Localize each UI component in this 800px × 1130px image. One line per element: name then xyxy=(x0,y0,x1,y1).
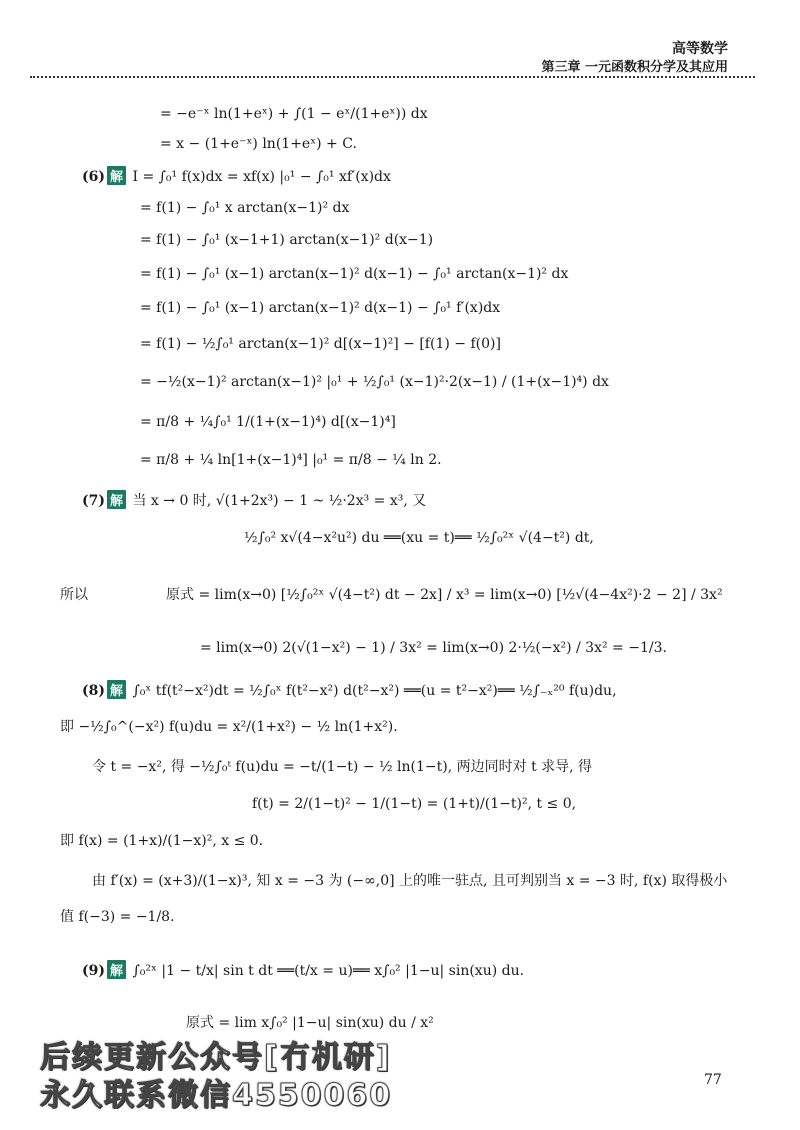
problem-number: (9) xyxy=(82,963,105,979)
problem-8-line-5: 即 f(x) = (1+x)/(1−x)², x ≤ 0. xyxy=(60,833,264,849)
problem-6-line-8: = π/8 + ¼∫₀¹ 1/(1+(x−1)⁴) d[(x−1)⁴] xyxy=(140,414,396,430)
problem-7-so-label: 所以 xyxy=(60,587,88,603)
equation: ∫₀ˣ tf(t²−x²)dt = ½∫₀ˣ f(t²−x²) d(t²−x²) ══(u = t²−x²)══ ½∫₋ₓ²⁰ f(u)du, xyxy=(132,683,617,699)
solution-tag: 解 xyxy=(107,490,126,509)
problem-6-line-2: = f(1) − ∫₀¹ x arctan(x−1)² dx xyxy=(140,200,350,216)
problem-6-line-9: = π/8 + ¼ ln[1+(x−1)⁴] |₀¹ = π/8 − ¼ ln 2. xyxy=(140,452,442,468)
p6-prev-line-1: = −e⁻ˣ ln(1+eˣ) + ∫(1 − eˣ/(1+eˣ)) dx xyxy=(160,106,428,122)
p6-prev-line-2: = x − (1+e⁻ˣ) ln(1+eˣ) + C. xyxy=(160,136,357,152)
solution-tag: 解 xyxy=(107,960,126,979)
equation: ∫₀²ˣ |1 − t/x| sin t dt ══(t/x = u)══ x∫₀² |1−u| sin(xu) du. xyxy=(132,963,525,979)
equation: I = ∫₀¹ f(x)dx = xf(x) |₀¹ − ∫₀¹ xf′(x)dx xyxy=(132,169,391,185)
problem-6-line-7: = −½(x−1)² arctan(x−1)² |₀¹ + ½∫₀¹ (x−1)²·2(x−1) / (1+(x−1)⁴) dx xyxy=(140,374,609,390)
problem-7-intro xyxy=(82,490,426,510)
problem-9-line-1 xyxy=(82,960,524,979)
problem-8-line-4: f(t) = 2/(1−t)² − 1/(1−t) = (1+t)/(1−t)², t ≤ 0, xyxy=(252,796,577,812)
problem-7-limit-2: = lim(x→0) 2(√(1−x²) − 1) / 3x² = lim(x→0) 2·½(−x²) / 3x² = −1/3. xyxy=(200,640,667,656)
problem-6-line-1 xyxy=(82,166,391,185)
watermark-line-2: 永久联系微信4550060 xyxy=(40,1078,393,1113)
header-chapter: 第三章 一元函数积分学及其应用 xyxy=(541,60,728,75)
solution-tag: 解 xyxy=(107,680,126,699)
problem-number: (8) xyxy=(82,683,105,699)
solution-tag: 解 xyxy=(107,166,126,185)
problem-8-line-3: 令 t = −x², 得 −½∫₀ᵗ f(u)du = −t/(1−t) − ½ ln(1−t), 两边同时对 t 求导, 得 xyxy=(92,759,593,775)
problem-number: (7) xyxy=(82,493,105,509)
watermark-line-1: 后续更新公众号[冇机研] xyxy=(40,1040,392,1075)
problem-6-line-5: = f(1) − ∫₀¹ (x−1) arctan(x−1)² d(x−1) − ∫₀¹ f′(x)dx xyxy=(140,300,501,316)
problem-8-line-2: 即 −½∫₀^(−x²) f(u)du = x²/(1+x²) − ½ ln(1+x²). xyxy=(60,719,398,735)
problem-6-line-6: = f(1) − ½∫₀¹ arctan(x−1)² d[(x−1)²] − [f(1) − f(0)] xyxy=(140,336,501,352)
problem-6-line-3: = f(1) − ∫₀¹ (x−1+1) arctan(x−1)² d(x−1) xyxy=(140,232,434,248)
header-divider xyxy=(30,76,755,78)
problem-8-line-1 xyxy=(82,680,617,699)
intro-text: 当 x → 0 时, √(1+2x³) − 1 ~ ½·2x³ = x³, 又 xyxy=(132,493,427,509)
problem-9-line-2: 原式 = lim x∫₀² |1−u| sin(xu) du / x² xyxy=(186,1015,434,1031)
problem-8-line-6: 由 f′(x) = (x+3)/(1−x)³, 知 x = −3 为 (−∞,0] 上的唯一驻点, 且可判别当 x = −3 时, f(x) 取得极小 xyxy=(92,873,728,889)
problem-number: (6) xyxy=(82,169,105,185)
problem-7-limit-1: 原式 = lim(x→0) [½∫₀²ˣ √(4−t²) dt − 2x] / x³ = lim(x→0) [½√(4−4x²)·2 − 2] / 3x² xyxy=(166,587,723,603)
page-number: 77 xyxy=(704,1072,722,1088)
problem-7-substitution: ½∫₀² x√(4−x²u²) du ══(xu = t)══ ½∫₀²ˣ √(4−t²) dt, xyxy=(244,530,594,546)
header-title: 高等数学 xyxy=(672,41,728,57)
problem-8-line-7: 值 f(−3) = −1/8. xyxy=(60,909,175,925)
problem-6-line-4: = f(1) − ∫₀¹ (x−1) arctan(x−1)² d(x−1) − ∫₀¹ arctan(x−1)² dx xyxy=(140,266,569,282)
